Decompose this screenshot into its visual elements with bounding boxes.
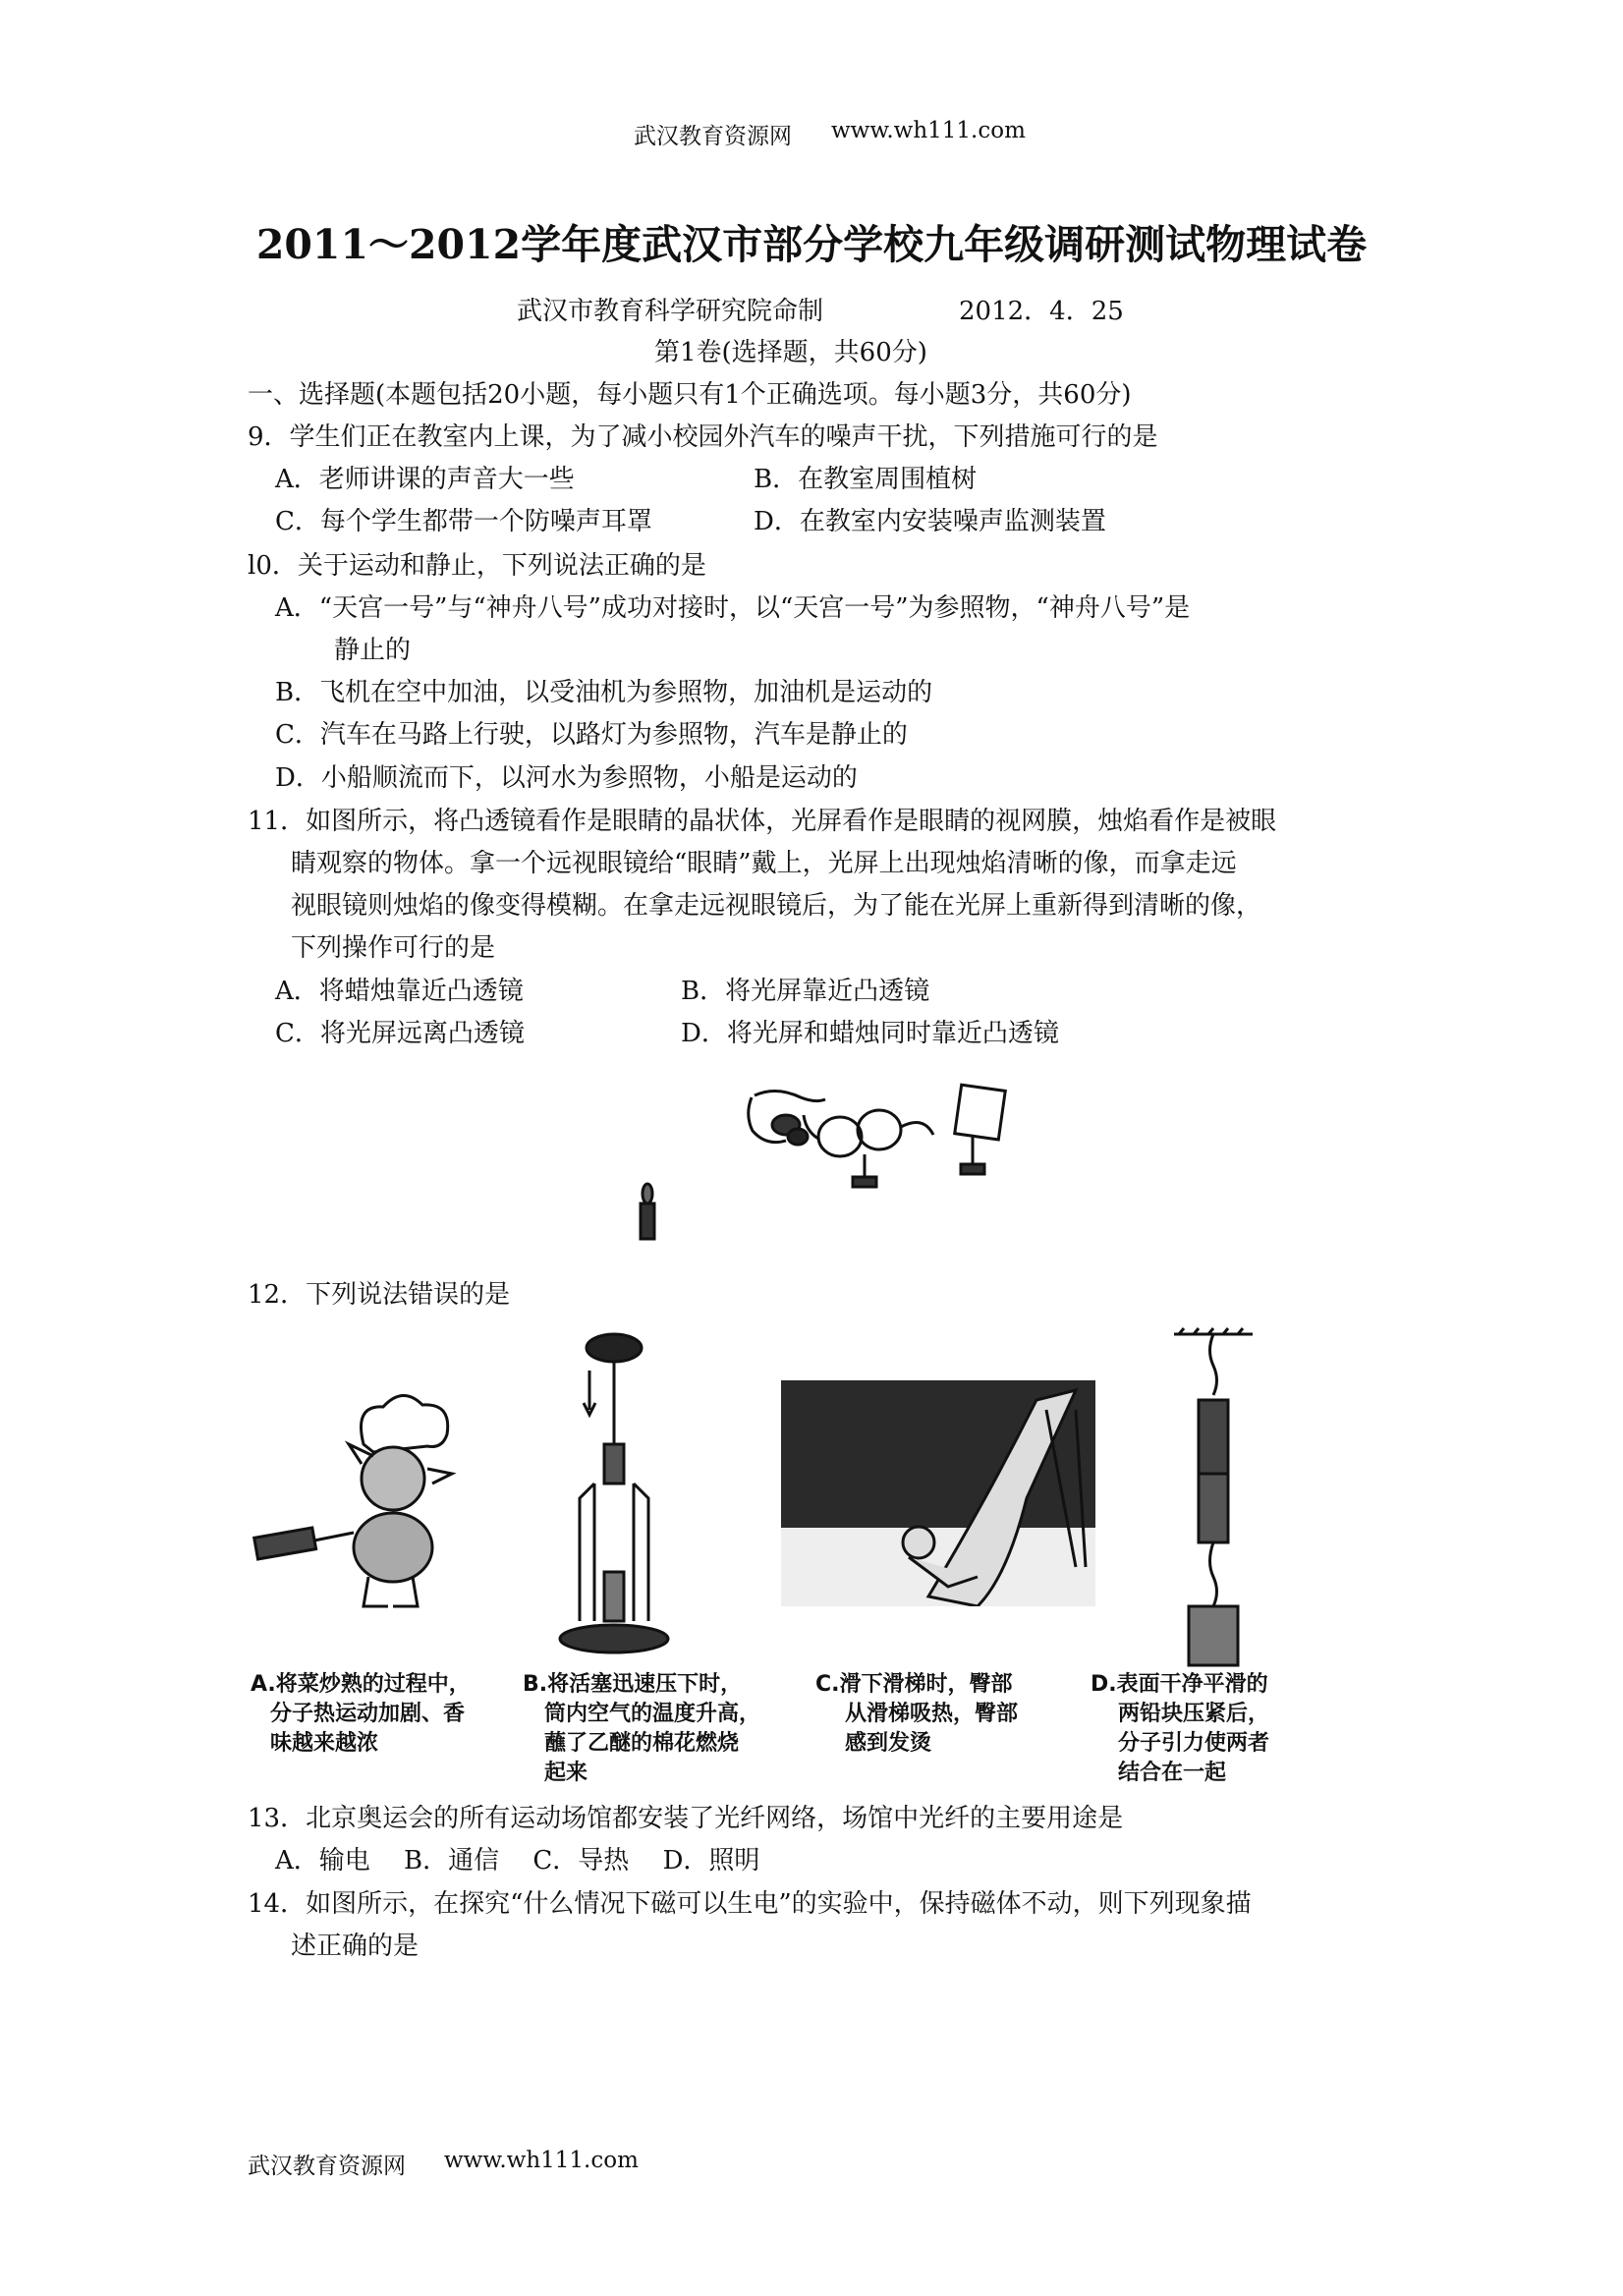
q12-figure-d-lead [1169,1326,1258,1670]
header-site: 武汉教育资源网 [634,124,792,149]
subtitle-date: 2012．4．25 [959,297,1124,326]
volume-heading: 第1卷(选择题，共60分) [654,338,927,367]
q12-caption-d-line: 结合在一起 [1118,1761,1227,1785]
footer-url: www.wh111.com [444,2148,639,2173]
q9-stem: 9．学生们正在教室内上课，为了减小校园外汽车的噪声干扰，下列措施可行的是 [248,422,1158,452]
q14-stem-2: 述正确的是 [291,1932,420,1961]
q11-stem-1: 11．如图所示，将凸透镜看作是眼睛的晶状体，光屏看作是眼睛的视网膜，烛焰看作是被眼 [248,807,1277,836]
q11-stem-3: 视眼镜则烛焰的像变得模糊。在拿走远视眼镜后，为了能在光屏上重新得到清晰的像， [291,891,1262,921]
q12-caption-a-line: A.将菜炒熟的过程中， [251,1672,471,1697]
q12-caption-c-line: C.滑下滑梯时，臀部 [815,1672,1013,1697]
q12-caption-b-line: 蘸了乙醚的棉花燃烧 [544,1731,740,1756]
q12-figure-c-slide [781,1380,1095,1606]
q10-option-a-cont: 静止的 [334,636,412,665]
q11-figure [629,1076,1022,1243]
q13-stem: 13．北京奥运会的所有运动场馆都安装了光纤网络，场馆中光纤的主要用途是 [248,1804,1124,1833]
q13-options: A．输电 B．通信 C．导热 D．照明 [275,1846,760,1876]
q12-caption-b-line: 筒内空气的温度升高， [544,1702,761,1726]
q12-caption-b-line: 起来 [544,1761,588,1785]
q9-option-a: A．老师讲课的声音大一些 [275,465,575,494]
section-heading: 一、选择题(本题包括20小题，每小题只有1个正确选项。每小题3分，共60分) [248,380,1132,410]
q12-caption-c-line: 从滑梯吸热，臀部 [845,1702,1019,1726]
q9-option-d: D．在教室内安装噪声监测装置 [754,507,1106,536]
q10-option-a: A．“天宫一号”与“神舟八号”成功对接时，以“天宫一号”为参照物，“神舟八号”是 [275,593,1191,623]
q12-caption-b-line: B.将活塞迅速压下时， [523,1672,743,1697]
q12-caption-a-line: 分子热运动加剧、香 [270,1702,466,1726]
q12-caption-d-line: D.表面干净平滑的 [1091,1672,1268,1697]
q10-option-d: D．小船顺流而下，以河水为参照物，小船是运动的 [275,763,858,793]
q9-option-b: B．在教室周围植树 [754,465,978,494]
q11-option-d: D．将光屏和蜡烛同时靠近凸透镜 [681,1019,1059,1048]
subtitle-author: 武汉市教育科学研究院命制 [517,297,824,326]
q12-caption-d-line: 两铅块压紧后， [1118,1702,1270,1726]
header-url: www.wh111.com [831,118,1026,143]
q12-caption-a [251,1670,471,1759]
q12-caption-a-line: 味越来越浓 [270,1731,379,1756]
q11-option-a: A．将蜡烛靠近凸透镜 [275,977,524,1006]
footer-site: 武汉教育资源网 [248,2154,406,2179]
q11-stem-2: 睛观察的物体。拿一个远视眼镜给“眼睛”戴上，光屏上出现烛焰清晰的像，而拿走远 [291,849,1237,878]
q12-figure-b-piston [550,1326,678,1660]
q12-figure-a-chef [246,1385,491,1611]
q11-stem-4: 下列操作可行的是 [291,933,496,963]
q10-option-c: C．汽车在马路上行驶，以路灯为参照物，汽车是静止的 [275,720,908,750]
q10-stem: l0．关于运动和静止，下列说法正确的是 [248,551,706,581]
paper-title: 2011～2012学年度武汉市部分学校九年级调研测试物理试卷 [255,221,1368,268]
q11-option-c: C．将光屏远离凸透镜 [275,1019,525,1048]
q12-caption-b [523,1670,760,1788]
q14-stem-1: 14．如图所示，在探究“什么情况下磁可以生电”的实验中，保持磁体不动，则下列现象描 [248,1889,1252,1919]
q12-caption-d-line: 分子引力使两者 [1118,1731,1270,1756]
q9-option-c: C．每个学生都带一个防噪声耳罩 [275,507,652,536]
q12-stem: 12．下列说法错误的是 [248,1280,511,1310]
q11-option-b: B．将光屏靠近凸透镜 [681,977,930,1006]
q12-caption-d [1091,1670,1269,1788]
q12-caption-c [815,1670,1018,1759]
q10-option-b: B．飞机在空中加油，以受油机为参照物，加油机是运动的 [275,678,933,707]
q12-caption-c-line: 感到发烫 [845,1731,932,1756]
